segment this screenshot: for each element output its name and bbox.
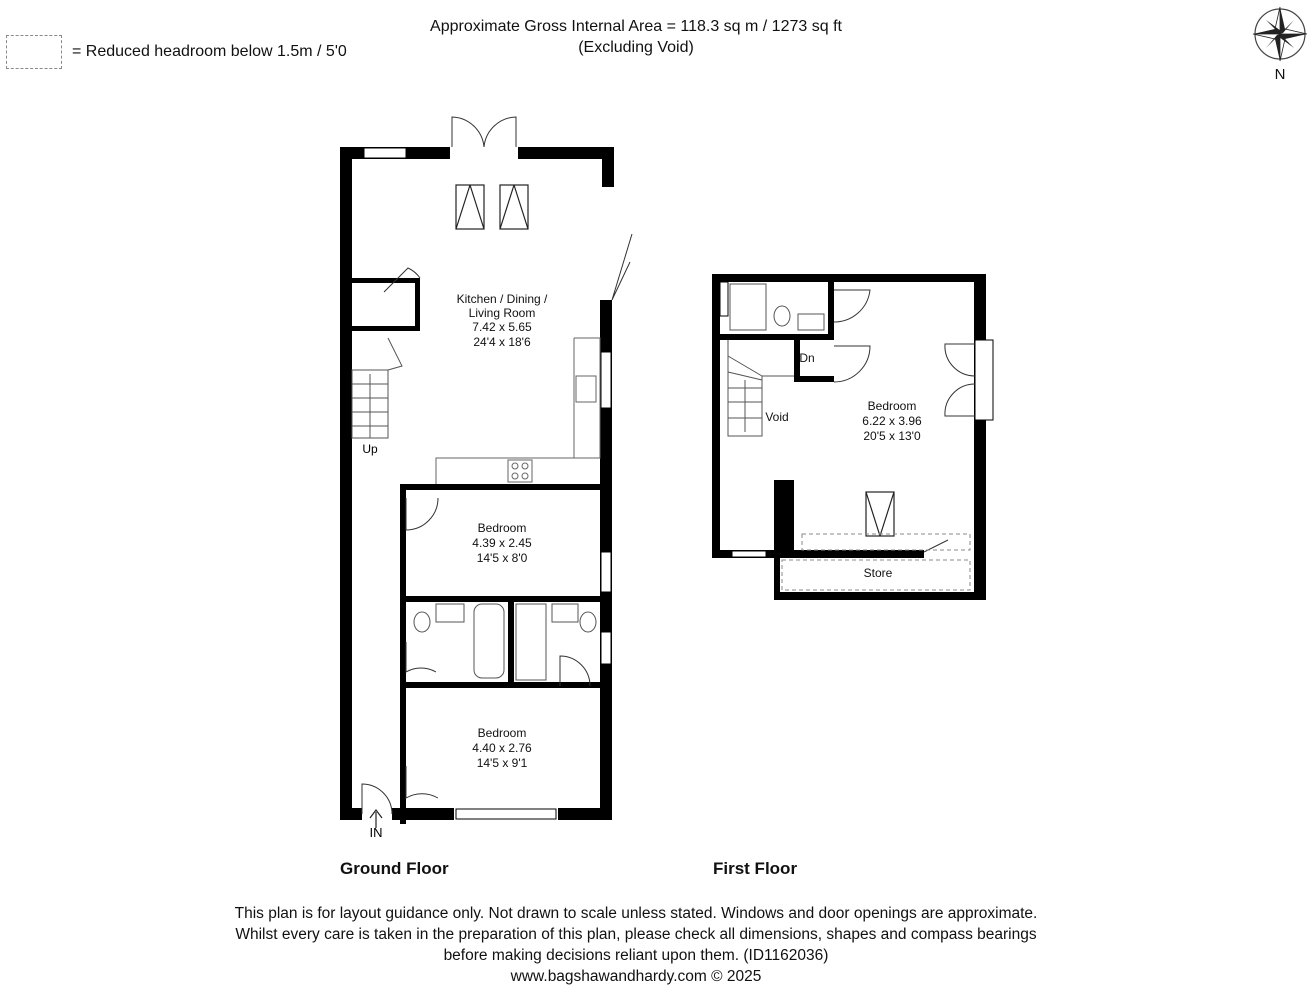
entrance-label: IN bbox=[369, 825, 383, 840]
excluding-void-text: (Excluding Void) bbox=[578, 39, 694, 56]
kitchen-name-line1: Kitchen / Dining / bbox=[456, 292, 548, 306]
ff-bedroom-name: Bedroom bbox=[867, 399, 917, 413]
kitchen-metric: 7.42 x 5.65 bbox=[472, 320, 532, 334]
bedroom-front-imperial: 14'5 x 9'1 bbox=[476, 756, 528, 770]
bedroom-front-name: Bedroom bbox=[477, 726, 527, 740]
bedroom-front-metric: 4.40 x 2.76 bbox=[472, 741, 532, 755]
legend-text: = Reduced headroom below 1.5m / 5'0 bbox=[72, 43, 347, 60]
bedroom-middle-imperial: 14'5 x 8'0 bbox=[476, 551, 528, 565]
bedroom-middle-metric: 4.39 x 2.45 bbox=[472, 536, 532, 550]
store-label: Store bbox=[863, 566, 893, 580]
first-floor-label: First Floor bbox=[713, 859, 798, 878]
ground-floor-label: Ground Floor bbox=[340, 859, 449, 878]
stairs-down-label: Dn bbox=[799, 351, 815, 365]
ff-bedroom-metric: 6.22 x 3.96 bbox=[862, 414, 922, 428]
disclaimer-footer bbox=[120, 903, 1152, 987]
gross-area-text: Approximate Gross Internal Area = 118.3 sq m / 1273 sq ft bbox=[430, 18, 842, 35]
disclaimer-line2: Whilst every care is taken in the preparation of this plan, please check all dimensions, shapes and compass bearings bbox=[235, 926, 1037, 943]
disclaimer-line3: before making decisions reliant upon them. (ID1162036) bbox=[443, 947, 829, 964]
compass-north-label: N bbox=[1274, 66, 1286, 83]
kitchen-imperial: 24'4 x 18'6 bbox=[473, 335, 531, 349]
kitchen-name-line2: Living Room bbox=[468, 306, 536, 320]
void-label: Void bbox=[765, 410, 789, 424]
ff-bedroom-imperial: 20'5 x 13'0 bbox=[863, 429, 921, 443]
disclaimer-line1: This plan is for layout guidance only. Not drawn to scale unless stated. Windows and door openings are approximate. bbox=[234, 905, 1038, 922]
website-copyright: www.bagshawandhardy.com © 2025 bbox=[510, 968, 762, 985]
stairs-up-label: Up bbox=[362, 442, 378, 456]
bedroom-middle-name: Bedroom bbox=[477, 521, 527, 535]
